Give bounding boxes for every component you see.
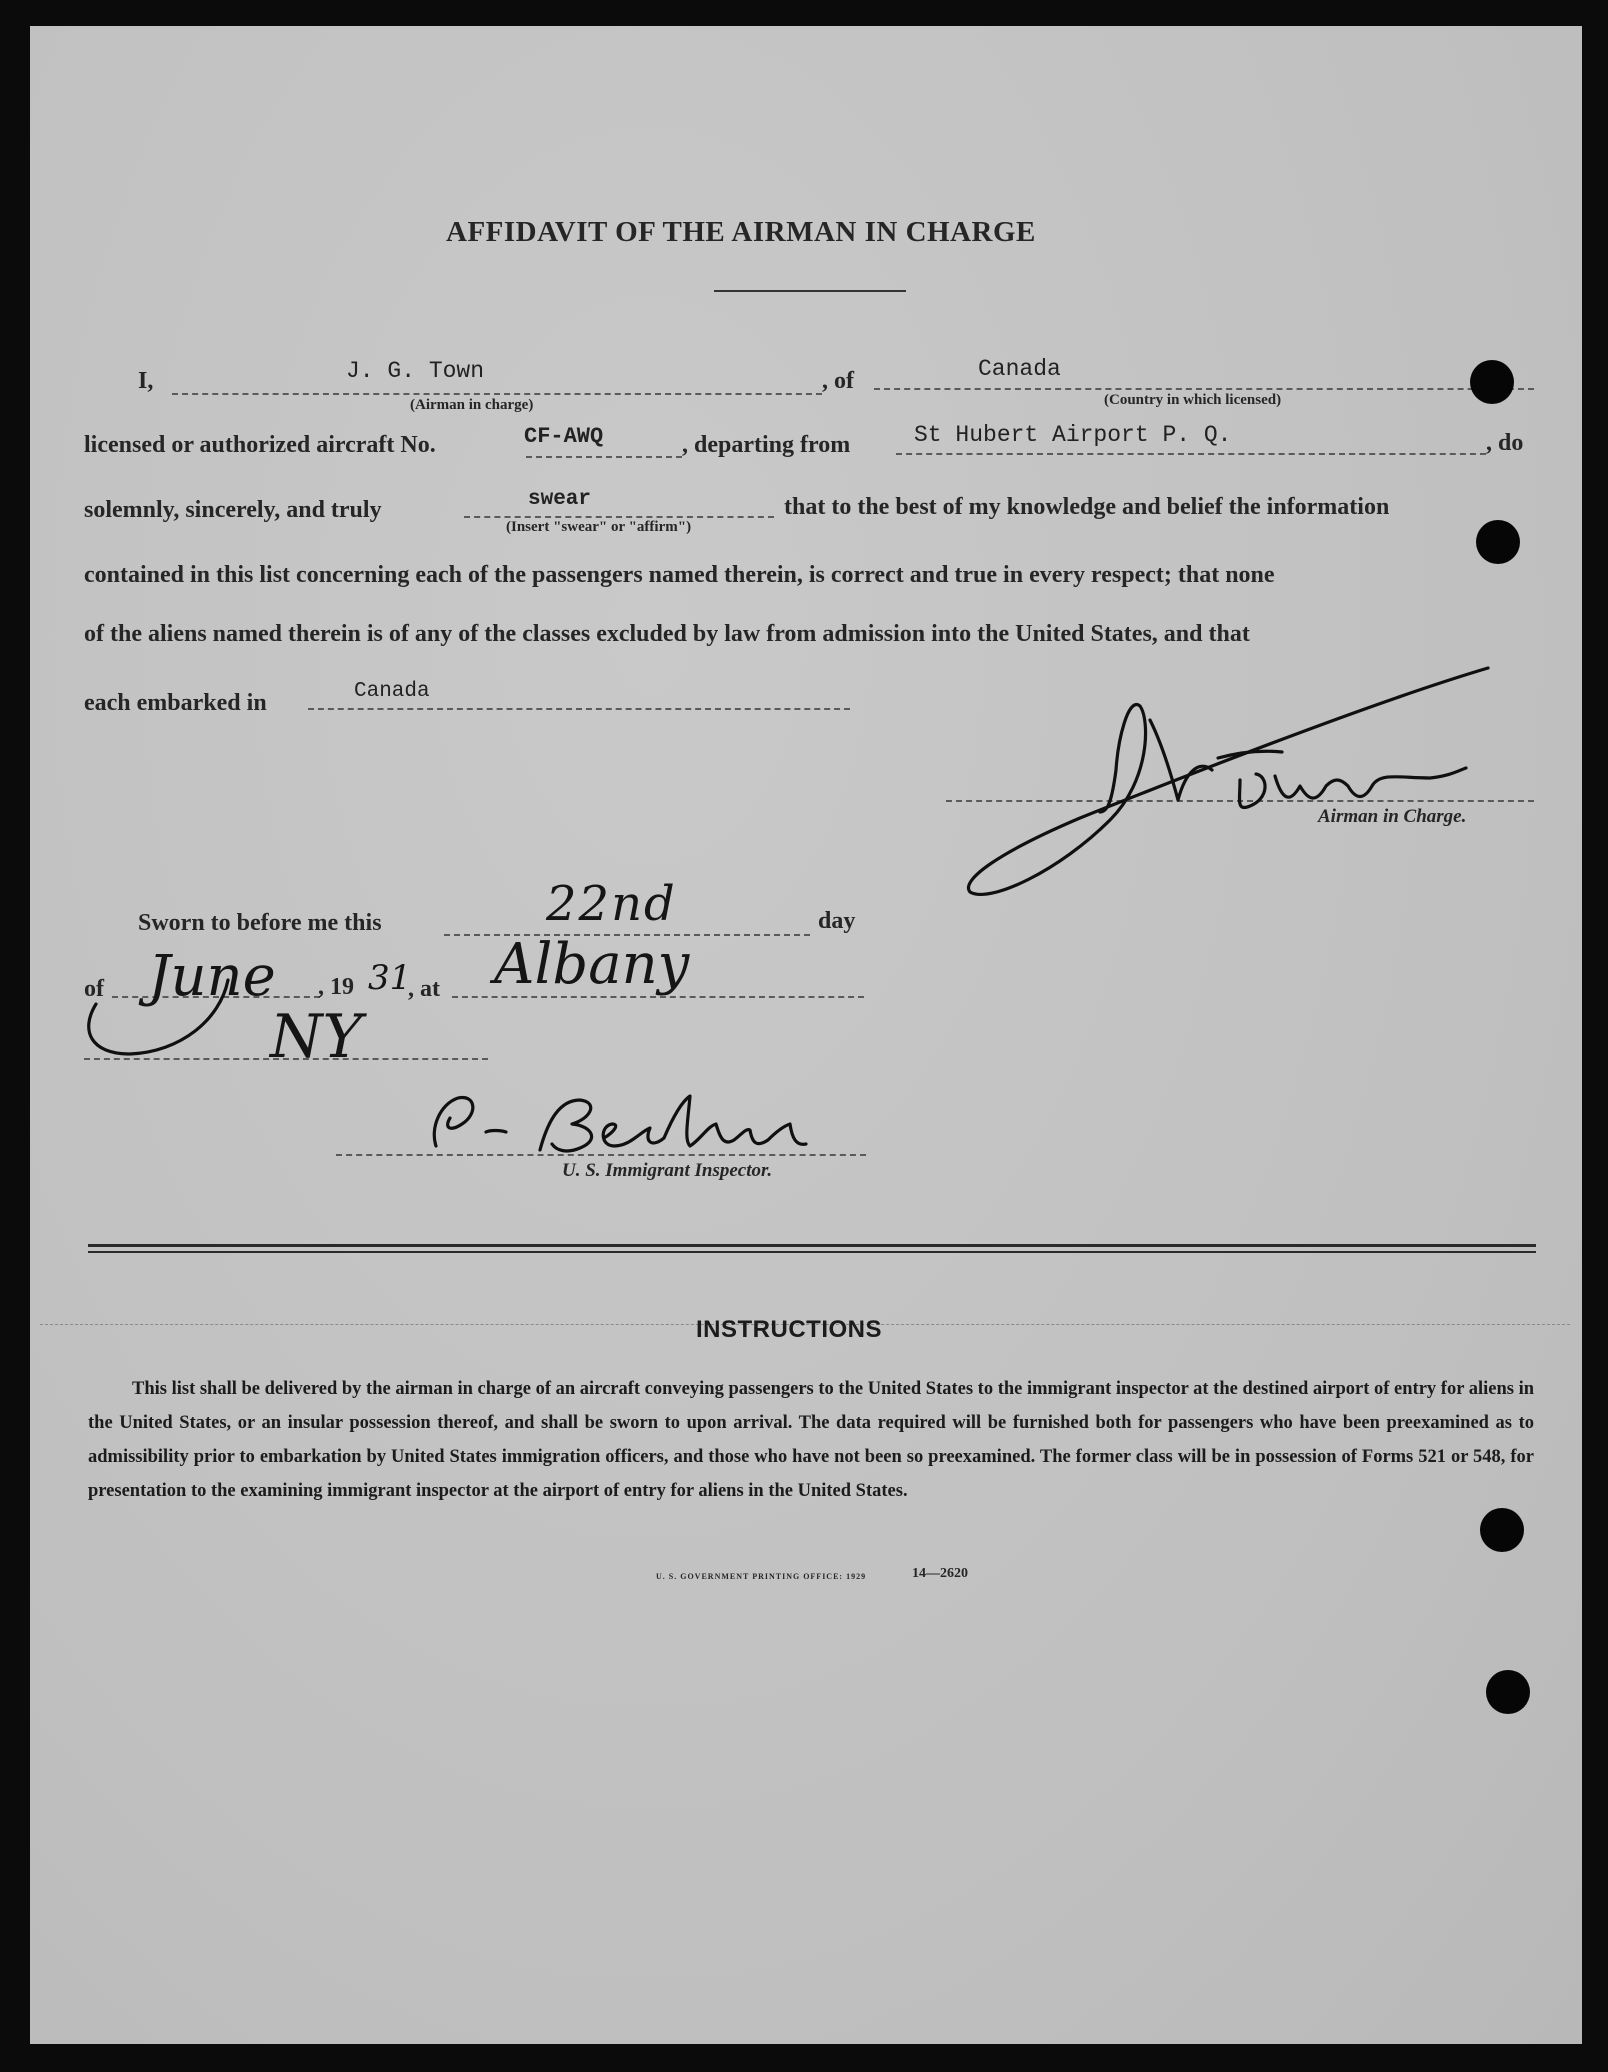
- line3-prefix: solemnly, sincerely, and truly: [84, 497, 382, 523]
- country-caption: (Country in which licensed): [1104, 392, 1282, 408]
- inspector-signature-stroke: [434, 1097, 473, 1146]
- oath-caption: (Insert "swear" or "affirm"): [506, 519, 692, 535]
- aircraft-no-value: CF-AWQ: [524, 424, 604, 449]
- sworn-prefix: Sworn to before me this: [138, 910, 382, 936]
- sworn-month-handwritten: June: [148, 944, 276, 1009]
- line3-suffix: that to the best of my knowledge and belief the information: [784, 494, 1390, 520]
- inspector-signature-caption: U. S. Immigrant Inspector.: [562, 1160, 773, 1181]
- line4-text: contained in this list concerning each of the passengers named therein, is correct and true in every respect; that none: [84, 562, 1275, 588]
- line2-suffix: , do: [1486, 430, 1524, 456]
- airman-signature-stroke: [1275, 768, 1466, 798]
- inspector-signature-stroke: [486, 1131, 506, 1133]
- page-title: AFFIDAVIT OF THE AIRMAN IN CHARGE: [446, 216, 1036, 248]
- airman-signature-stroke: [968, 668, 1488, 894]
- departure-value: St Hubert Airport P. Q.: [914, 422, 1232, 448]
- airman-signature-stroke: [1239, 774, 1265, 808]
- sworn-place2-handwritten: NY: [270, 1002, 363, 1072]
- line2-prefix: licensed or authorized aircraft No.: [84, 432, 436, 458]
- sworn-at: , at: [408, 976, 440, 1002]
- sworn-of: of: [84, 976, 104, 1002]
- printer-imprint: U. S. GOVERNMENT PRINTING OFFICE: 1929: [656, 1572, 867, 1581]
- line6-prefix: each embarked in: [84, 690, 267, 716]
- sworn-year-prefix: , 19: [318, 974, 354, 1000]
- line5-text: of the aliens named therein is of any of the classes excluded by law from admission into the United States, and that: [84, 621, 1250, 647]
- form-number: 14—2620: [912, 1566, 968, 1581]
- inspector-signature-stroke: [540, 1100, 592, 1151]
- country-value: Canada: [978, 356, 1061, 382]
- airman-signature-caption: Airman in Charge.: [1318, 806, 1467, 827]
- line2-departing: , departing from: [682, 432, 851, 458]
- inspector-signature-stroke: [603, 1096, 806, 1146]
- oath-value: swear: [528, 488, 592, 511]
- airman-signature-stroke: [1218, 751, 1282, 758]
- embarked-value: Canada: [354, 680, 430, 703]
- month-flourish-stroke: [89, 980, 228, 1054]
- sworn-day-word: day: [818, 908, 856, 934]
- sworn-day-handwritten: 22nd: [546, 876, 677, 932]
- instructions-text: This list shall be delivered by the airman in charge of an aircraft conveying passengers to the United States to the immigrant inspector at the destined airport of entry for aliens in the United States, or an insular possession thereof, and shall be sworn to upon arrival. The data required will be furnished both for passengers who have been preexamined as to admissibility prior to embarkation by United States immigration officers, and those who have not been so preexamined. The former class will be in possession of Forms 521 or 548, for presentation to the examining immigrant inspector at the airport of entry for aliens in the United States.: [88, 1379, 1534, 1501]
- instructions-title: INSTRUCTIONS: [696, 1316, 882, 1343]
- line1-prefix: I,: [138, 368, 154, 394]
- sworn-place-handwritten: Albany: [494, 932, 690, 997]
- sworn-year-handwritten: 31: [368, 958, 412, 998]
- line1-of: , of: [822, 368, 854, 394]
- airman-name-caption: (Airman in charge): [410, 397, 534, 413]
- airman-name-value: J. G. Town: [346, 358, 485, 384]
